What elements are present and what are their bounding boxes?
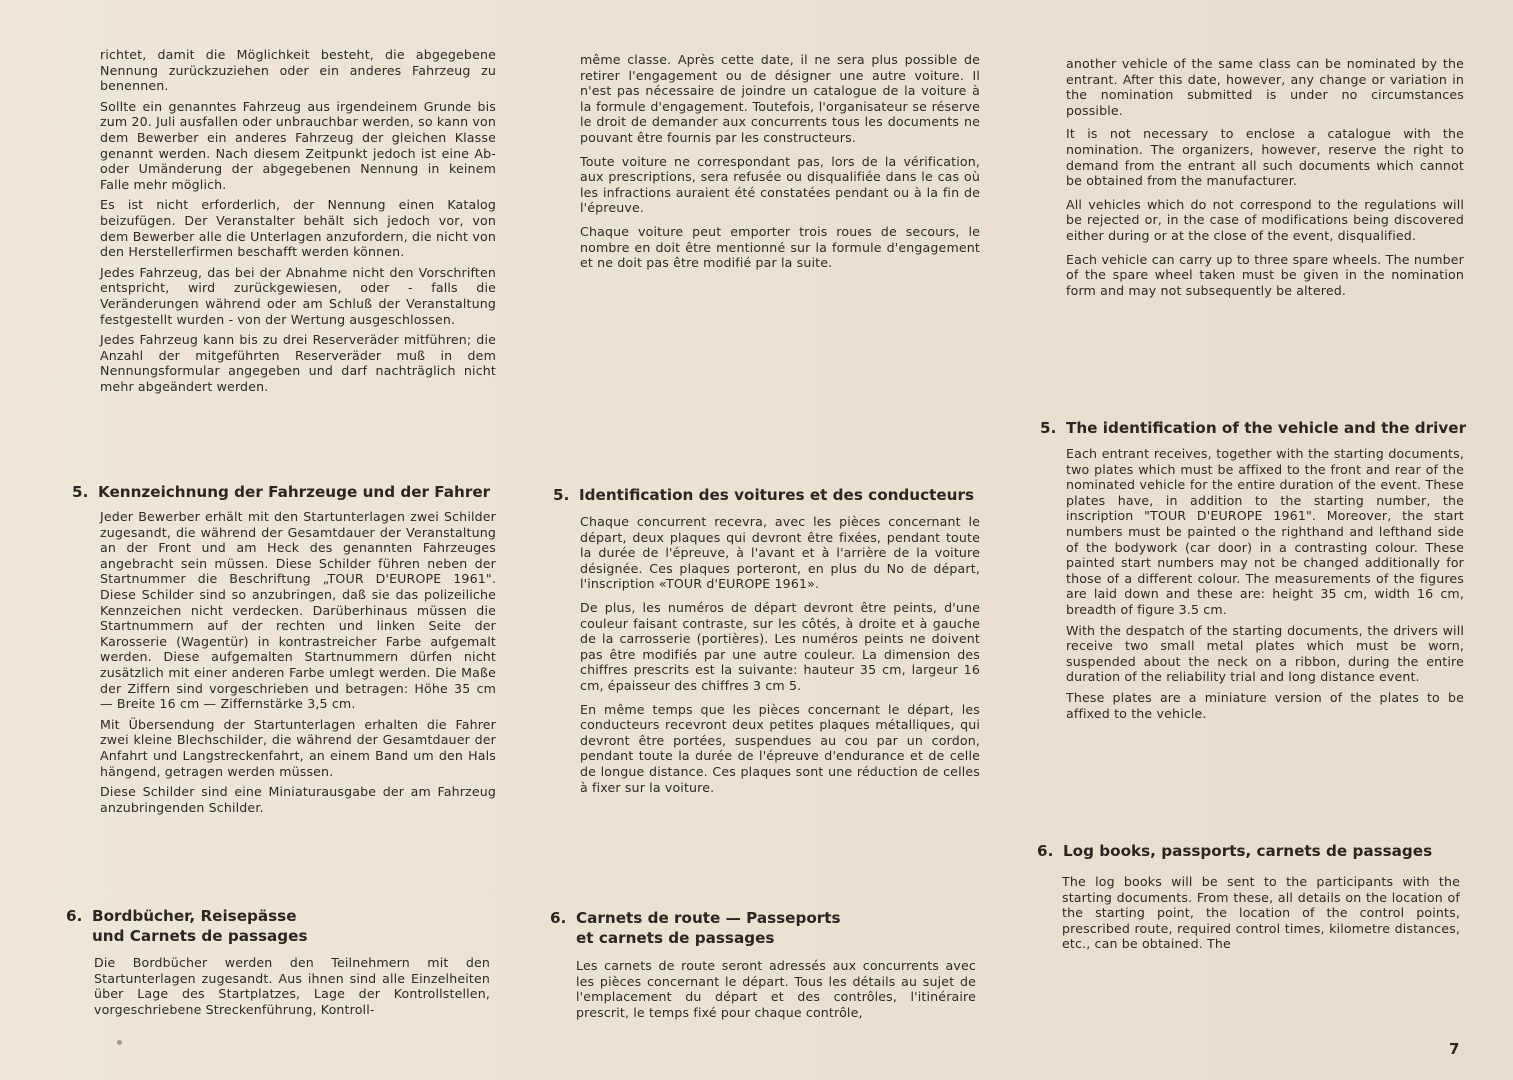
section-title: Kennzeichnung der Fahrzeuge und der Fahrer xyxy=(98,483,491,501)
paragraph: Jeder Bewerber erhält mit den Startunterlagen zwei Schilder zugesandt, die während der Gesamtdauer der Veranstaltung an der Front und am Heck des genannten Fahrzeuges angebracht sein müssen. Diese Schilder führen neben der Startnummer die Beschriftung „TOUR D'EUROPE 1961". Diese Schilder sind so anzubringen, daß sie das polizeiliche Kennzeichen nicht verdecken. Darüberhinaus müssen die Startnummern auf der rechten und linken Seite der Karosserie (Wagentür) in kontrastreicher Farbe aufgemalt werden. Diese aufgemalten Startnummern dürfen nicht zusätzlich mit einer anderen Farbe umlegt werden. Die Maße der Ziffern sind vorgeschrieben und betragen: Höhe 35 cm — Breite 16 cm — Ziffernstärke 3,5 cm. xyxy=(100,509,496,712)
paragraph: Diese Schilder sind eine Miniaturausgabe der am Fahrzeug anzubringenden Schilder. xyxy=(100,784,496,815)
paragraph: En même temps que les pièces concernant le départ, les conducteurs recevront deux petites plaques métalliques, qui devront être portées, suspendues au cou par un cordon, pendant toute la durée de l'épreuve d'endurance et de celle de longue distance. Ces plaques sont une réduction de celles à fixer sur la voiture. xyxy=(580,701,980,795)
paragraph: These plates are a miniature version of the plates to be affixed to the vehicle. xyxy=(1066,689,1464,721)
german-section6-heading xyxy=(66,906,506,946)
paragraph: The log books will be sent to the participants with the starting documents. From these, all details on the location of the starting point, the location of the control points, prescribed route, required control times, kilometre distances, etc., can be obtained. The xyxy=(1062,874,1460,952)
english-section5-heading xyxy=(1040,418,1480,438)
paragraph: Each entrant receives, together with the starting documents, two plates which must be affixed to the front and rear of the nominated vehicle for the entire duration of the event. These plates have, in addition to the starting number, the inscription "TOUR D'EUROPE 1961". Moreover, the start numbers must be painted o the righthand and lefthand side of the bodywork (car door) in a contrasting colour. These painted start numbers may not be changed additionally for those of a different colour. The measurements of the figures are laid down and these are: height 35 cm, width 16 cm, breadth of figure 3.5 cm. xyxy=(1066,446,1464,617)
section-number: 6. xyxy=(66,907,83,925)
page-number: 7 xyxy=(1449,1040,1460,1058)
paragraph: Toute voiture ne correspondant pas, lors de la vérification, aux prescriptions, sera refusée ou disqualifiée dans le cas où les infractions auraient été constatées pendant ou à la fin de l'épreuve. xyxy=(580,153,980,216)
section-title: Identification des voitures et des conducteurs xyxy=(579,486,975,504)
german-section5-text xyxy=(100,509,496,820)
french-top-text xyxy=(580,52,980,276)
section-number: 5. xyxy=(553,486,570,504)
german-section5-heading xyxy=(72,482,512,502)
paragraph: De plus, les numéros de départ devront être peints, d'une couleur faisant contraste, sur les côtés, à droite et à gauche de la carrosserie (portières). Les numéros peints ne doivent pas être modifiés par une autre couleur. La dimension des chiffres prescrits est la suivante: hauteur 35 cm, largeur 16 cm, épaisseur des chiffres 3 cm 5. xyxy=(580,599,980,693)
paragraph: Sollte ein genanntes Fahrzeug aus irgendeinem Grunde bis zum 20. Juli ausfallen oder unbrauchbar werden, so kann von dem Bewerber ein anderes Fahrzeug der gleichen Klasse genannt werden. Nach diesem Zeitpunkt jedoch ist eine Ab- oder Umänderung der abgegebenen Nennung in keinem Falle mehr möglich. xyxy=(100,98,496,192)
paragraph: It is not necessary to enclose a catalogue with the nomination. The organizers, however, reserve the right to demand from the entrant all such documents which cannot be obtained from the manufacturer. xyxy=(1066,126,1464,189)
paragraph: All vehicles which do not correspond to the regulations will be rejected or, in the case of modifications being discovered either during or at the close of the event, disqualified. xyxy=(1066,196,1464,243)
english-section6-text xyxy=(1062,874,1460,957)
section-number: 6. xyxy=(1037,842,1054,860)
paragraph: Die Bordbücher werden den Teilnehmern mit den Startunterlagen zugesandt. Aus ihnen sind alle Einzelheiten über Lage des Startplatzes, Lage der Kontrollstellen, vorgeschriebene Streckenführung, Kontroll- xyxy=(94,955,490,1017)
section-number: 5. xyxy=(72,483,89,501)
german-top-text xyxy=(100,47,496,399)
paragraph: Les carnets de route seront adressés aux concurrents avec les pièces concernant le départ. Tous les détails au sujet de l'emplacement du départ et des contrôles, l'itinéraire prescrit, le temps fixé pour chaque contrôle, xyxy=(576,958,976,1020)
section-number: 5. xyxy=(1040,419,1057,437)
section-title: Carnets de route — Passeports et carnets de passages xyxy=(576,909,841,947)
english-top-text xyxy=(1066,56,1464,303)
section-title: Bordbücher, Reisepässe und Carnets de passages xyxy=(92,907,308,945)
section-title: The identification of the vehicle and the driver xyxy=(1066,419,1467,437)
paragraph: Jedes Fahrzeug kann bis zu drei Reserveräder mitführen; die Anzahl der mitgeführten Reserveräder muß in dem Nennungsformular angegeben und darf nachträglich nicht mehr abgeändert werden. xyxy=(100,332,496,394)
paragraph: another vehicle of the same class can be nominated by the entrant. After this date, however, any change or variation in the nomination submitted is under no circumstances possible. xyxy=(1066,56,1464,118)
section-number: 6. xyxy=(550,909,567,927)
french-section6-heading xyxy=(550,908,990,948)
paragraph: richtet, damit die Möglichkeit besteht, die abgegebene Nennung zurückzuziehen oder ein anderes Fahrzeug zu benennen. xyxy=(100,47,496,94)
ink-dot xyxy=(117,1040,122,1045)
paragraph: Es ist nicht erforderlich, der Nennung einen Katalog beizufügen. Der Veranstalter behält sich jedoch vor, von dem Bewerber alle die Unterlagen anzufordern, die nicht von den Herstellerfirmen beschafft werden können. xyxy=(100,197,496,260)
paragraph: With the despatch of the starting documents, the drivers will receive two small metal plates which must be worn, suspended about the neck on a ribbon, during the entire duration of the reliability trial and long distance event. xyxy=(1066,622,1464,685)
french-section5-text xyxy=(580,514,980,800)
paragraph: Chaque voiture peut emporter trois roues de secours, le nombre en doit être mentionné sur la formule d'engagement et ne doit pas être modifié par la suite. xyxy=(580,223,980,271)
german-section6-text xyxy=(94,955,490,1022)
english-section5-text xyxy=(1066,446,1464,726)
paragraph: Chaque concurrent recevra, avec les pièces concernant le départ, deux plaques qui devront être fixées, pendant toute la durée de l'épreuve, à l'avant et à l'arrière de la voiture désignée. Ces plaques porteront, en plus du No de départ, l'inscription «TOUR d'EUROPE 1961». xyxy=(580,514,980,592)
french-section6-text xyxy=(576,958,976,1025)
english-section6-heading xyxy=(1037,841,1477,861)
french-section5-heading xyxy=(553,485,993,505)
section-title: Log books, passports, carnets de passages xyxy=(1063,842,1433,860)
paragraph: Jedes Fahrzeug, das bei der Abnahme nicht den Vorschriften entspricht, wird zurückgewiesen, oder - falls die Veränderungen während oder am Schluß der Veranstaltung festgestellt wurden - von der Wertung ausgeschlossen. xyxy=(100,264,496,327)
paragraph: Each vehicle can carry up to three spare wheels. The number of the spare wheel taken must be given in the nomination form and may not subsequently be altered. xyxy=(1066,251,1464,298)
paragraph: Mit Übersendung der Startunterlagen erhalten die Fahrer zwei kleine Blechschilder, die während der Gesamtdauer der Anfahrt und Langstreckenfahrt, an einem Band um den Hals hängend, getragen werden müssen. xyxy=(100,716,496,779)
paragraph: même classe. Après cette date, il ne sera plus possible de retirer l'engagement ou de désigner une autre voiture. Il n'est pas nécessaire de joindre un catalogue de la voiture à la formule d'engagement. Toutefois, l'organisateur se réserve le droit de demander aux concurrents tous les documents ne pouvant être fournis par les constructeurs. xyxy=(580,52,980,145)
